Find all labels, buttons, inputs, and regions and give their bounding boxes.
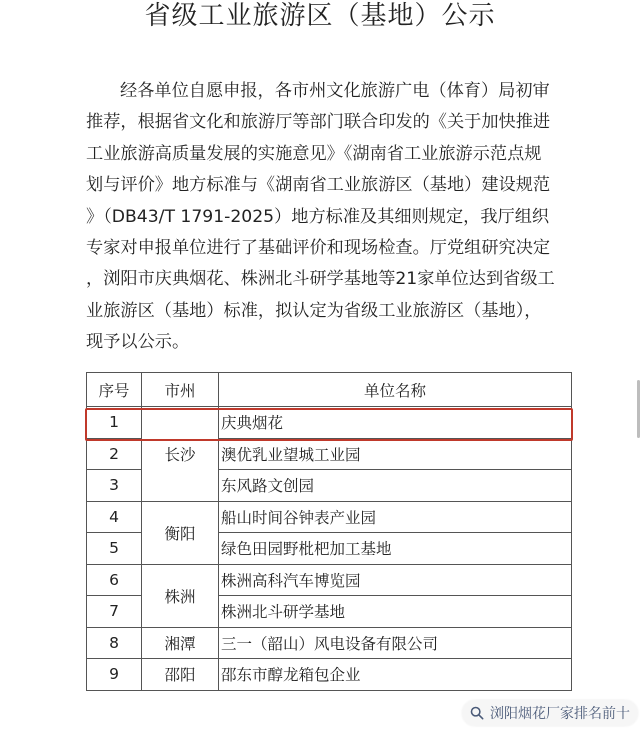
row-num: 4 <box>87 501 142 533</box>
units-table <box>86 372 572 691</box>
row-name: 庆典烟花 <box>219 407 572 439</box>
paragraph-line: 现予以公示。 <box>86 332 190 353</box>
table-header-row <box>87 373 572 407</box>
row-city: 株洲 <box>142 564 219 627</box>
row-name: 东风路文创园 <box>219 470 572 502</box>
header-city: 市州 <box>142 373 219 407</box>
row-num: 5 <box>87 533 142 565</box>
row-city: 湘潭 <box>142 627 219 659</box>
paragraph-line: 经各单位自愿申报，各市州文化旅游广电（体育）局初审 <box>120 81 550 101</box>
row-num: 6 <box>87 564 142 596</box>
paragraph-line: 工业旅游高质量发展的实施意见》《湖南省工业旅游示范点规 <box>86 143 542 164</box>
row-name: 澳优乳业望城工业园 <box>219 438 572 470</box>
row-name: 株洲北斗研学基地 <box>219 596 572 628</box>
table-row <box>87 564 572 596</box>
announcement-paragraph <box>86 76 586 359</box>
header-num: 序号 <box>87 373 142 407</box>
paragraph-line: 推荐，根据省文化和旅游厅等部门联合印发的《关于加快推进 <box>86 112 551 133</box>
table-row <box>87 407 572 439</box>
row-num: 9 <box>87 659 142 691</box>
search-suggestion-text: 浏阳烟花厂家排名前十 <box>490 706 630 722</box>
header-name: 单位名称 <box>219 373 572 407</box>
row-name: 三一（韶山）风电设备有限公司 <box>219 627 572 659</box>
row-num: 7 <box>87 596 142 628</box>
paragraph-line: 划与评价》地方标准与《湖南省工业旅游区（基地）建设规范 <box>86 175 551 196</box>
row-name: 株洲高科汽车博览园 <box>219 564 572 596</box>
row-num: 1 <box>87 407 142 439</box>
search-icon <box>470 706 484 720</box>
row-city: 长沙 <box>142 407 219 502</box>
row-name: 船山时间谷钟表产业园 <box>219 501 572 533</box>
row-num: 2 <box>87 438 142 470</box>
document-title: 省级工业旅游区（基地）公示 <box>144 1 496 31</box>
table-row <box>87 627 572 659</box>
row-city: 邵阳 <box>142 659 219 691</box>
paragraph-line: 业旅游区（基地）标准，拟认定为省级工业旅游区（基地）， <box>86 300 542 321</box>
row-num: 8 <box>87 627 142 659</box>
paragraph-line: 》（DB43/T 1791-2025）地方标准及其细则规定，我厅组织 <box>86 206 550 227</box>
row-city: 衡阳 <box>142 501 219 564</box>
row-num: 3 <box>87 470 142 502</box>
table-row <box>87 501 572 533</box>
paragraph-line: 专家对申报单位进行了基础评价和现场检查。厅党组研究决定 <box>86 238 551 259</box>
row-name: 邵东市醇龙箱包企业 <box>219 659 572 691</box>
paragraph-line: ，浏阳市庆典烟花、株洲北斗研学基地等21家单位达到省级工 <box>86 269 555 290</box>
search-suggestion-chip[interactable] <box>462 700 638 726</box>
row-name: 绿色田园野枇杷加工基地 <box>219 533 572 565</box>
table-row <box>87 659 572 691</box>
